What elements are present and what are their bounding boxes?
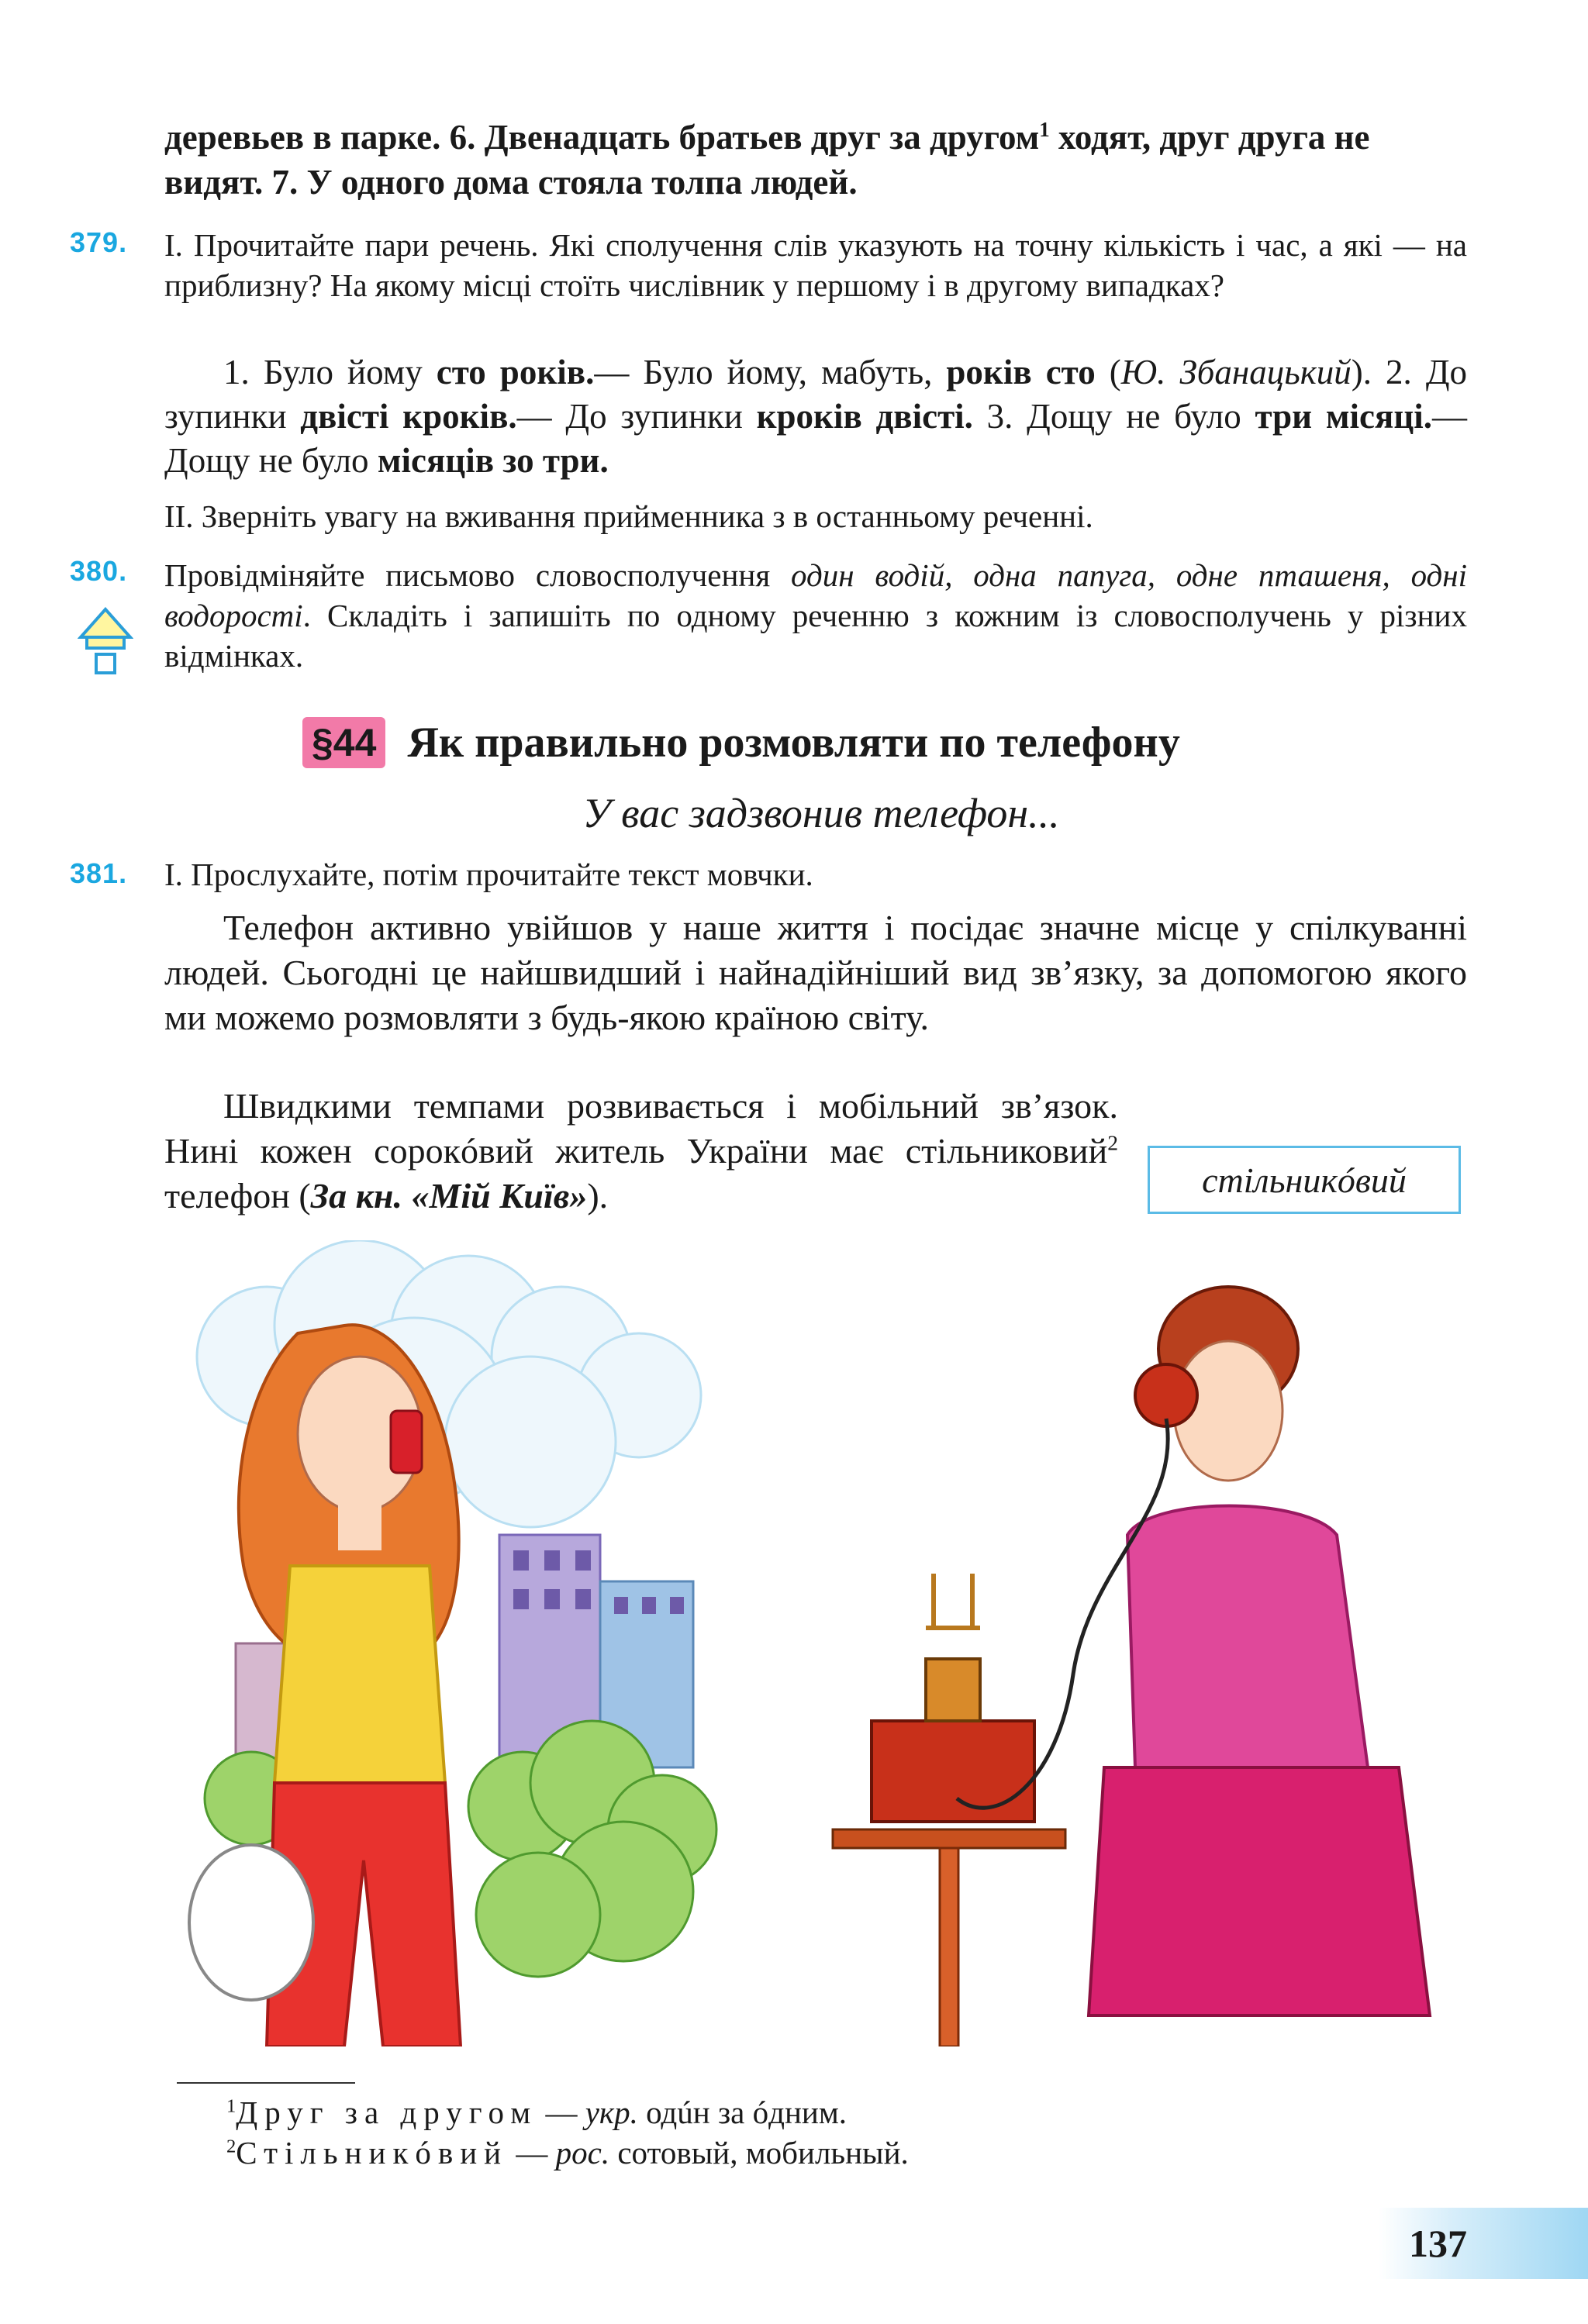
- antique-telephone: [833, 1574, 1065, 2046]
- section-heading: [302, 712, 1180, 774]
- footnote-1: $^1$Друг за другом — укр. одúн за óдним.: [226, 2095, 848, 2130]
- footnote-ref-1: 1: [1039, 118, 1050, 141]
- girl-with-antique-phone: [957, 1287, 1430, 2015]
- exercise-380-task: Провідміняйте письмово словосполучення один водій, одна папуга, одне пташеня, одні водорості. Складіть і запишіть по одному реченню з кожним із словосполучень у різних відмінках.: [164, 557, 1467, 674]
- footnote-ref-2: 2: [1107, 1130, 1118, 1155]
- continued-text: деревьев в парке. 6. Двенадцать братьев друг за другом$^1$ ходят, друг друга не видят. 7. У одного дома стояла толпа людей.: [164, 118, 1370, 202]
- footnote-2: $^2$Стільникóвий — рос. сотовый, мобильный.: [226, 2135, 909, 2171]
- girl-with-mobile-phone: [189, 1325, 461, 2046]
- reading-text-paragraph-1: Телефон активно увійшов у наше життя і посідає значне місце у спілкуванні людей. Сьогодні це найшвидший і найнадійніший вид зв’язку, за допомогою якого ми можемо розмовляти з будь-якою країною світу.: [164, 908, 1467, 1037]
- footnote-separator: [177, 2082, 355, 2084]
- page-number: 137: [1409, 2222, 1467, 2265]
- illustration-two-girls-phones: [158, 1240, 1445, 2046]
- exercise-381-task: I. Прослухайте, потім прочитайте текст мовчки.: [164, 857, 813, 892]
- section-title: Як правильно розмовляти по телефону: [407, 719, 1180, 767]
- vocabulary-word-box: стільникóвий: [1148, 1146, 1461, 1214]
- exercise-number-381: 381.: [70, 857, 128, 889]
- section-subtitle: У вас задзвонив телефон...: [582, 790, 1060, 836]
- exercise-379-task: I. Прочитайте пари речень. Які сполучення слів указують на точну кількість і час, а які — на приблизну? На якому місці стоїть числівник у першому і в другому випадках?: [164, 227, 1467, 303]
- homework-house-icon: [78, 603, 133, 678]
- exercise-379-note: II. Зверніть увагу на вживання прийменника з в останньому реченні.: [164, 498, 1093, 534]
- exercise-number-379: 379.: [70, 226, 128, 258]
- section-number-badge: §44: [302, 717, 385, 768]
- exercise-number-380: 380.: [70, 555, 128, 587]
- reading-text-paragraph-2: Швидкими темпами розвивається і мобільний зв’язок. Нині кожен сорокóвий житель України має стільниковий$^2$ телефон (За кн. «Мій Київ»).: [164, 1086, 1118, 1215]
- exercise-379-examples: 1. Було йому сто років.— Було йому, мабуть, років сто (Ю. Збанацький). 2. До зупинки двісті кроків.— До зупинки кроків двісті. 3. Дощу не було три місяці.— Дощу не було місяців зо три.: [164, 353, 1468, 480]
